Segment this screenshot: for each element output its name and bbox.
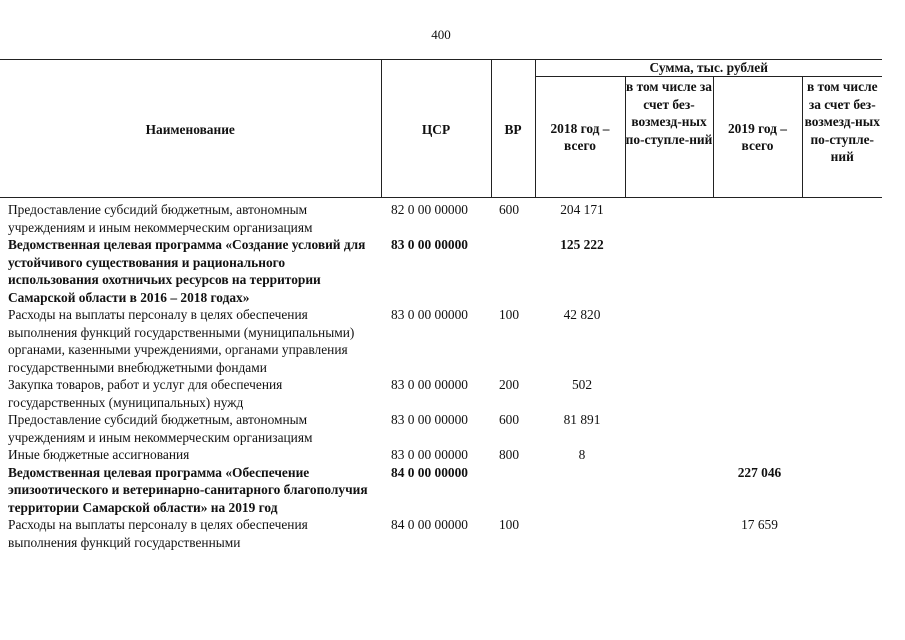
cell-2019-total [713, 201, 802, 236]
cell-2019-total [713, 236, 802, 306]
cell-2018-gratuitous [625, 516, 713, 551]
cell-name: Ведомственная целевая программа «Обеспечение эпизоотического и ветеринарно-санитарного благополучия территории Самарской области» на 2019 год [8, 464, 368, 515]
cell-name: Закупка товаров, работ и услуг для обеспечения государственных (муниципальных) нужд [8, 377, 283, 410]
table-row [0, 306, 882, 376]
cell-vr: 100 [498, 307, 520, 322]
page-number: 400 [431, 27, 451, 42]
cell-name: Расходы на выплаты персоналу в целях обеспечения выполнения функций государственными (муниципальными) органами, казенными учреждениями, органами управления государственными внебюджетными фондами [8, 307, 355, 375]
cell-csr: 83 0 00 00000 [391, 377, 468, 392]
cell-2018-gratuitous [625, 411, 713, 446]
cell-2019-gratuitous [802, 411, 882, 446]
cell-2018-gratuitous [625, 464, 713, 517]
table-row [0, 446, 882, 464]
cell-2018-gratuitous [625, 376, 713, 411]
cell-2018-total [535, 464, 625, 517]
cell-2019-gratuitous [802, 516, 882, 551]
header-vr: ВР [491, 60, 535, 198]
cell-2019-gratuitous [802, 446, 882, 464]
cell-2019-total: 227 046 [737, 464, 782, 480]
header-name: Наименование [0, 60, 381, 198]
header-2019-total: 2019 год – всего [713, 77, 802, 198]
table-header [0, 60, 882, 198]
cell-vr [491, 236, 535, 306]
table-body [0, 198, 882, 552]
cell-vr [491, 464, 535, 517]
cell-2018-gratuitous [625, 446, 713, 464]
cell-name: Предоставление субсидий бюджетным, автономным учреждениям и иным некоммерческим организациям [8, 202, 313, 235]
cell-2019-total [713, 376, 802, 411]
table-row [0, 464, 882, 517]
cell-csr: 83 0 00 00000 [391, 447, 468, 462]
cell-vr: 600 [498, 202, 520, 217]
table-row [0, 376, 882, 411]
cell-2018-total: 81 891 [563, 412, 601, 427]
cell-2018-total: 125 222 [560, 237, 604, 252]
cell-vr: 100 [498, 517, 520, 532]
table-row [0, 516, 882, 551]
cell-2018-gratuitous [625, 236, 713, 306]
cell-2019-total [713, 306, 802, 376]
header-2019-gratuitous: в том числе за счет без-возмезд-ных по-ступле-ний [802, 77, 882, 198]
cell-name: Расходы на выплаты персоналу в целях обеспечения выполнения функций государственными [8, 517, 308, 550]
cell-2018-total: 8 [578, 447, 586, 462]
table-row [0, 236, 882, 306]
budget-table [0, 59, 882, 551]
cell-vr: 200 [498, 377, 520, 392]
cell-csr: 82 0 00 00000 [391, 202, 468, 217]
header-sum: Сумма, тыс. рублей [535, 60, 882, 77]
cell-vr: 600 [498, 412, 520, 427]
cell-2019-gratuitous [802, 464, 882, 517]
cell-2018-total: 42 820 [563, 307, 601, 322]
cell-2019-gratuitous [802, 376, 882, 411]
cell-2018-total: 502 [571, 377, 593, 392]
cell-2018-gratuitous [625, 306, 713, 376]
cell-name: Ведомственная целевая программа «Создание условий для устойчивого существования и рационального использования охотничьих ресурсов на территории Самарской области в 2016 – 2018 годах» [8, 237, 366, 305]
cell-csr: 83 0 00 00000 [391, 307, 468, 322]
cell-csr: 83 0 00 00000 [391, 412, 468, 427]
cell-csr: 84 0 00 00000 [391, 517, 468, 532]
cell-csr: 83 0 00 00000 [391, 237, 468, 252]
cell-name: Предоставление субсидий бюджетным, автономным учреждениям и иным некоммерческим организациям [8, 412, 313, 445]
cell-2019-gratuitous [802, 201, 882, 236]
cell-2019-gratuitous [802, 306, 882, 376]
cell-2018-total [535, 516, 625, 551]
header-csr: ЦСР [381, 60, 491, 198]
cell-2019-total [713, 411, 802, 446]
table-row [0, 411, 882, 446]
cell-2019-total: 17 659 [741, 517, 778, 532]
header-2018-total: 2018 год – всего [535, 77, 625, 198]
cell-csr: 84 0 00 00000 [391, 464, 468, 480]
cell-2019-gratuitous [802, 236, 882, 306]
header-2018-gratuitous: в том числе за счет без-возмезд-ных по-ступле-ний [625, 77, 713, 198]
cell-2019-total [713, 446, 802, 464]
cell-name: Иные бюджетные ассигнования [8, 447, 190, 462]
cell-2018-gratuitous [625, 201, 713, 236]
table-row [0, 201, 882, 236]
cell-2018-total: 204 171 [560, 202, 604, 217]
cell-vr: 800 [498, 447, 520, 462]
